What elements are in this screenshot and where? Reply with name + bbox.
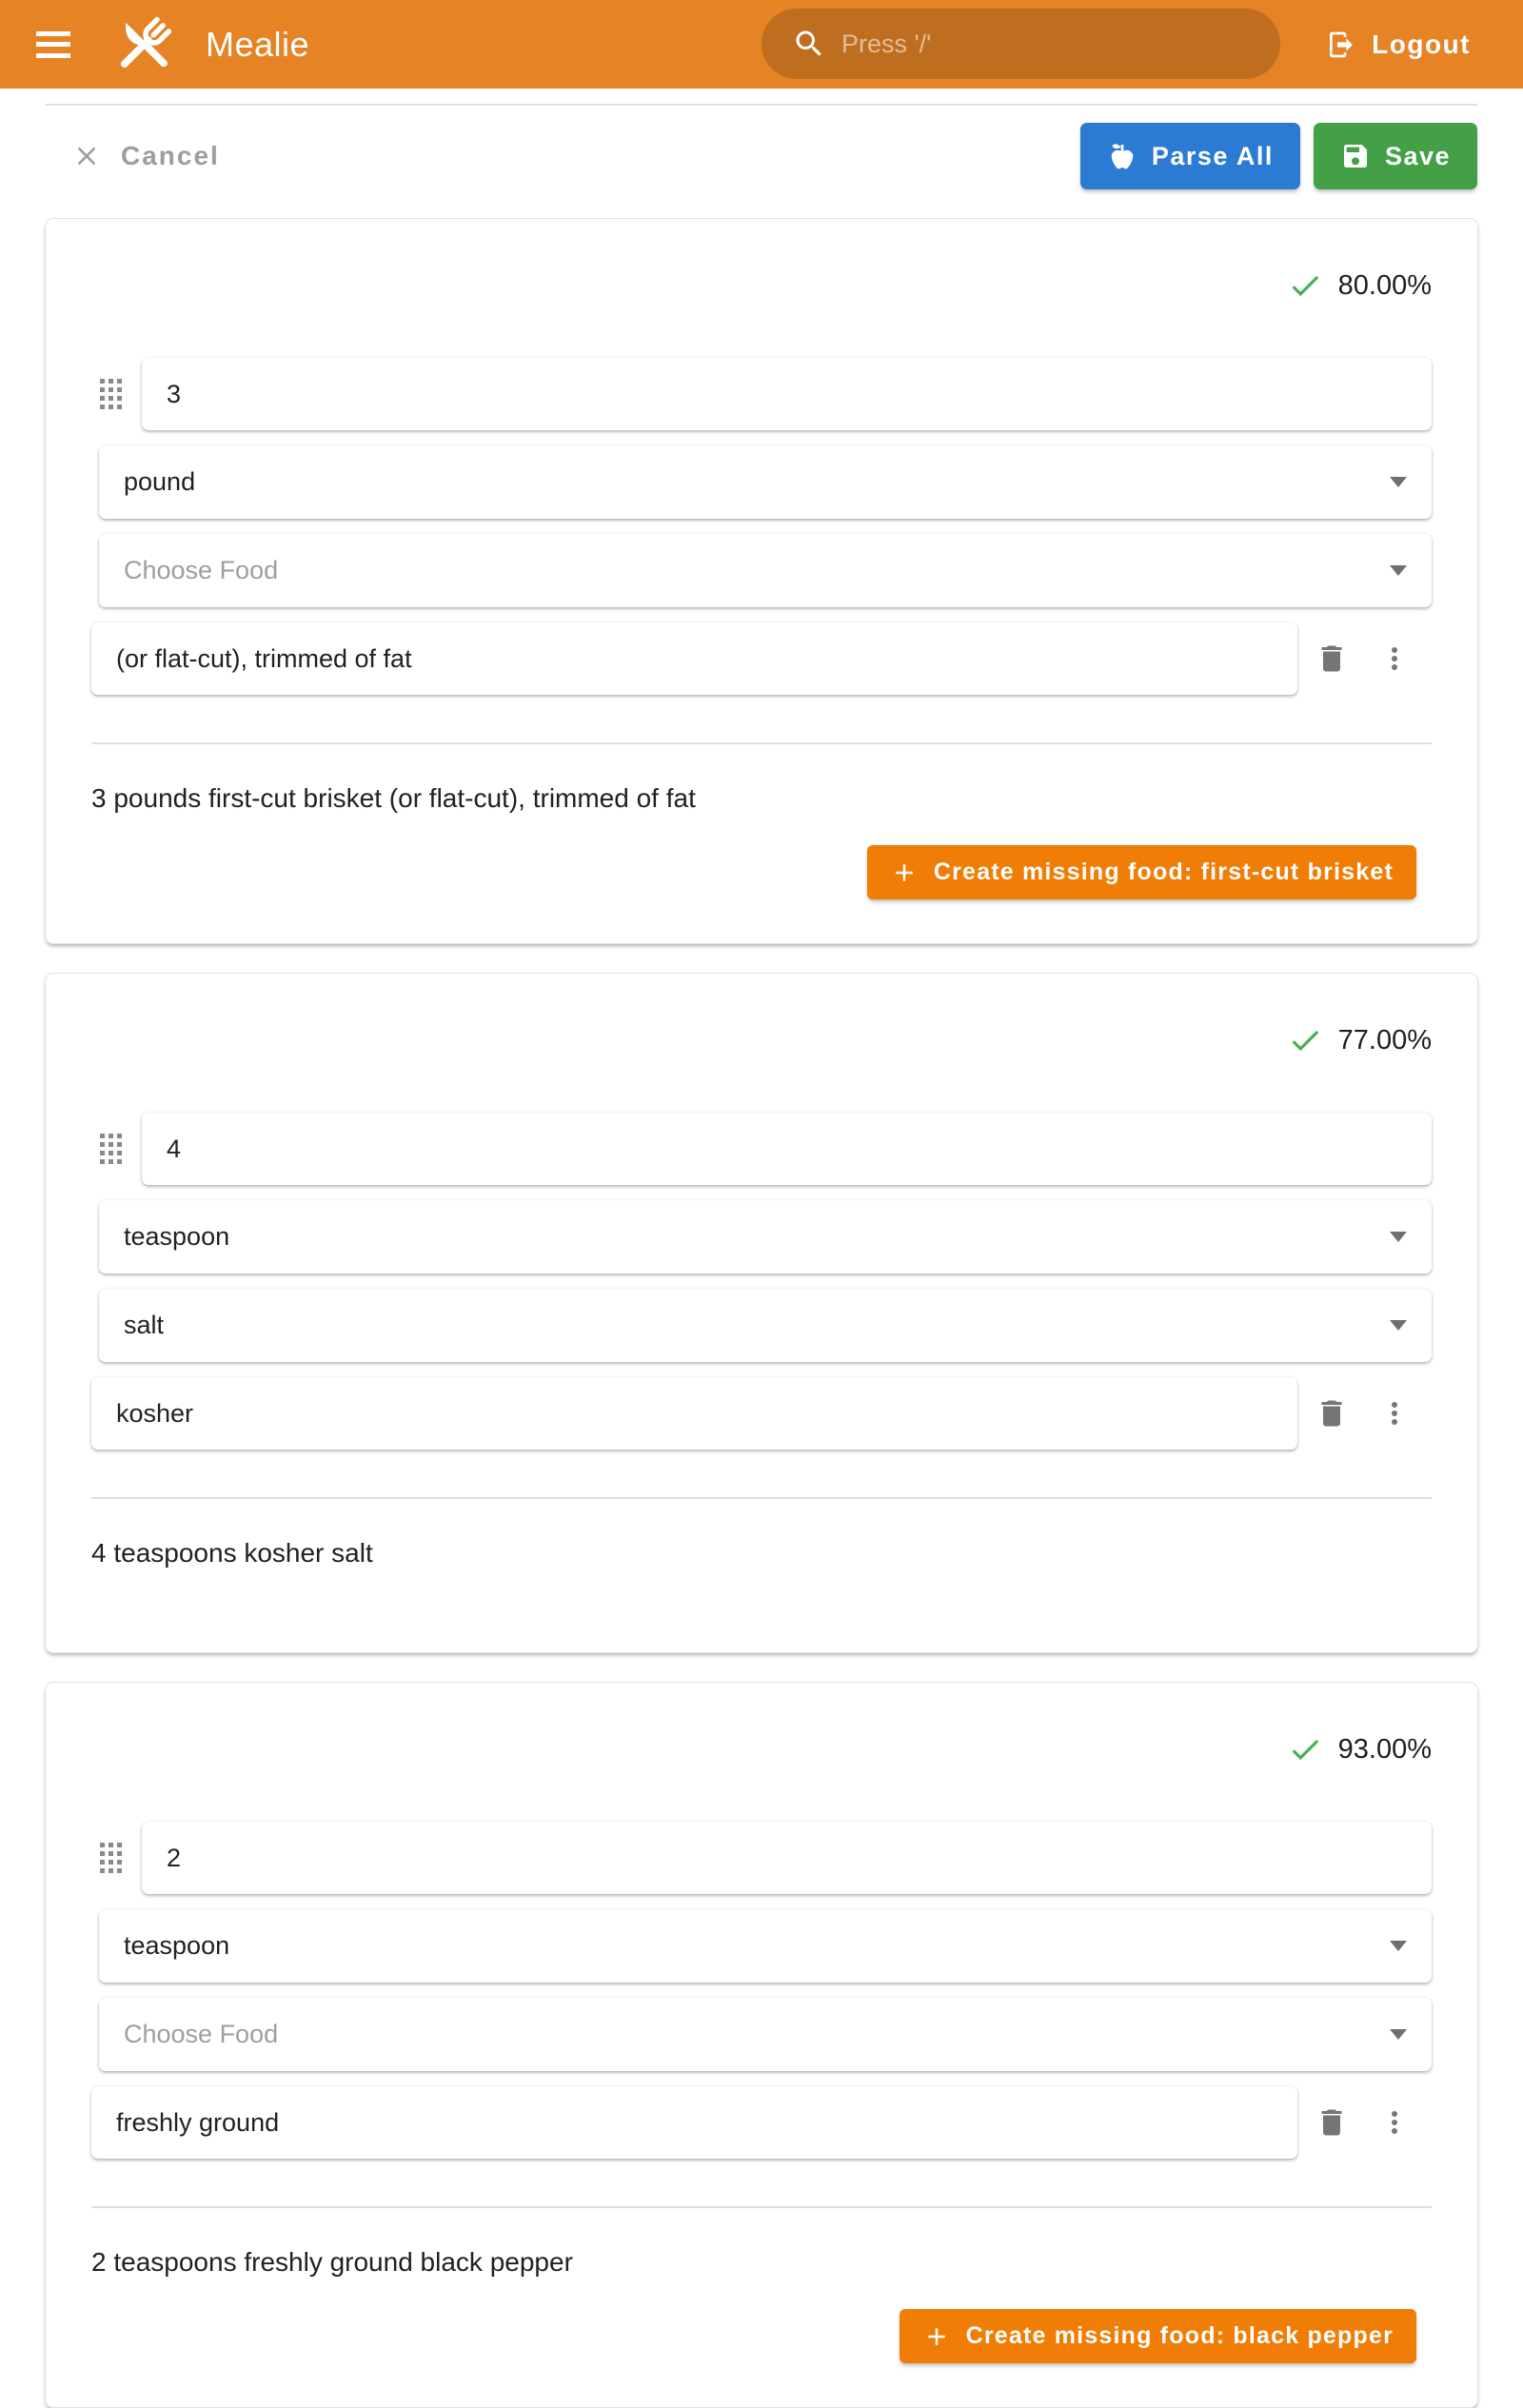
cancel-label: Cancel <box>121 141 220 170</box>
original-ingredient-text: 3 pounds first-cut brisket (or flat-cut), trimmed of fat <box>91 783 696 813</box>
chevron-down-icon <box>1390 1320 1407 1331</box>
check-icon <box>1287 1731 1323 1767</box>
original-ingredient-text: 4 teaspoons kosher salt <box>91 1538 373 1568</box>
chevron-down-icon <box>1390 565 1407 576</box>
search-input[interactable] <box>841 30 1257 59</box>
quantity-input[interactable] <box>142 1822 1432 1894</box>
card-divider <box>91 2206 1432 2208</box>
unit-select[interactable] <box>99 445 1432 519</box>
trash-icon <box>1315 2105 1349 2140</box>
confidence-row <box>46 1683 1477 1768</box>
kebab-menu-icon <box>1377 1396 1412 1431</box>
check-icon <box>1287 267 1323 304</box>
logout-icon <box>1326 30 1356 60</box>
unit-value: teaspoon <box>124 1931 230 1960</box>
parser-toolbar <box>71 123 1477 189</box>
delete-button[interactable] <box>1315 2105 1349 2140</box>
unit-select[interactable] <box>99 1200 1432 1273</box>
close-icon <box>71 141 102 171</box>
create-missing-food-button[interactable] <box>867 845 1416 899</box>
apple-icon <box>1107 141 1137 171</box>
confidence-value: 77.00% <box>1337 1024 1432 1056</box>
app-header <box>0 0 1523 89</box>
drag-handle-icon[interactable] <box>91 1843 129 1873</box>
chevron-down-icon <box>1390 2029 1407 2040</box>
search-bar[interactable] <box>762 9 1280 79</box>
more-options-button[interactable] <box>1377 1396 1412 1431</box>
food-value: salt <box>124 1311 165 1339</box>
unit-value: teaspoon <box>124 1222 230 1251</box>
card-divider <box>91 742 1432 744</box>
cancel-button[interactable] <box>71 141 220 171</box>
app-title: Mealie <box>206 24 310 64</box>
content-top-divider <box>46 104 1477 106</box>
more-options-button[interactable] <box>1377 641 1412 676</box>
note-input[interactable] <box>91 1377 1297 1450</box>
logout-label: Logout <box>1372 29 1471 59</box>
note-input[interactable] <box>91 2086 1297 2159</box>
unit-select[interactable] <box>99 1909 1432 1983</box>
chevron-down-icon <box>1390 1941 1407 1951</box>
parse-all-label: Parse All <box>1151 141 1274 170</box>
original-ingredient-text: 2 teaspoons freshly ground black pepper <box>91 2247 573 2277</box>
card-divider <box>91 1497 1432 1499</box>
check-icon <box>1287 1022 1323 1058</box>
food-select[interactable] <box>99 1998 1432 2071</box>
ingredient-card <box>45 218 1478 944</box>
hamburger-menu-icon[interactable] <box>36 31 70 58</box>
save-label: Save <box>1384 141 1451 170</box>
plus-icon <box>890 859 919 887</box>
confidence-row <box>46 974 1477 1059</box>
chevron-down-icon <box>1390 1232 1407 1242</box>
drag-handle-icon[interactable] <box>91 379 129 409</box>
trash-icon <box>1315 1396 1349 1431</box>
food-select[interactable] <box>99 534 1432 607</box>
search-icon <box>792 27 826 61</box>
ingredient-card <box>45 973 1478 1653</box>
confidence-value: 93.00% <box>1337 1733 1432 1765</box>
confidence-value: 80.00% <box>1337 269 1432 301</box>
unit-value: pound <box>124 467 196 496</box>
ingredient-card <box>45 1682 1478 2408</box>
food-placeholder: Choose Food <box>124 556 279 584</box>
food-select[interactable] <box>99 1289 1432 1362</box>
kebab-menu-icon <box>1377 641 1412 676</box>
delete-button[interactable] <box>1315 1396 1349 1431</box>
save-icon <box>1340 141 1371 171</box>
logout-button[interactable] <box>1326 30 1471 60</box>
chevron-down-icon <box>1390 477 1407 487</box>
quantity-input[interactable] <box>142 358 1432 430</box>
more-options-button[interactable] <box>1377 2105 1412 2140</box>
create-missing-food-label: Create missing food: black pepper <box>965 2322 1394 2349</box>
delete-button[interactable] <box>1315 641 1349 676</box>
kebab-menu-icon <box>1377 2105 1412 2140</box>
confidence-row <box>46 219 1477 305</box>
food-placeholder: Choose Food <box>124 2020 279 2048</box>
drag-handle-icon[interactable] <box>91 1134 129 1164</box>
save-button[interactable] <box>1314 123 1477 189</box>
create-missing-food-button[interactable] <box>900 2309 1416 2363</box>
note-input[interactable] <box>91 622 1297 695</box>
plus-icon <box>922 2322 951 2351</box>
create-missing-food-label: Create missing food: first-cut brisket <box>933 859 1394 885</box>
trash-icon <box>1315 641 1349 676</box>
mealie-logo-icon <box>110 11 177 78</box>
quantity-input[interactable] <box>142 1113 1432 1185</box>
parse-all-button[interactable] <box>1080 123 1300 189</box>
